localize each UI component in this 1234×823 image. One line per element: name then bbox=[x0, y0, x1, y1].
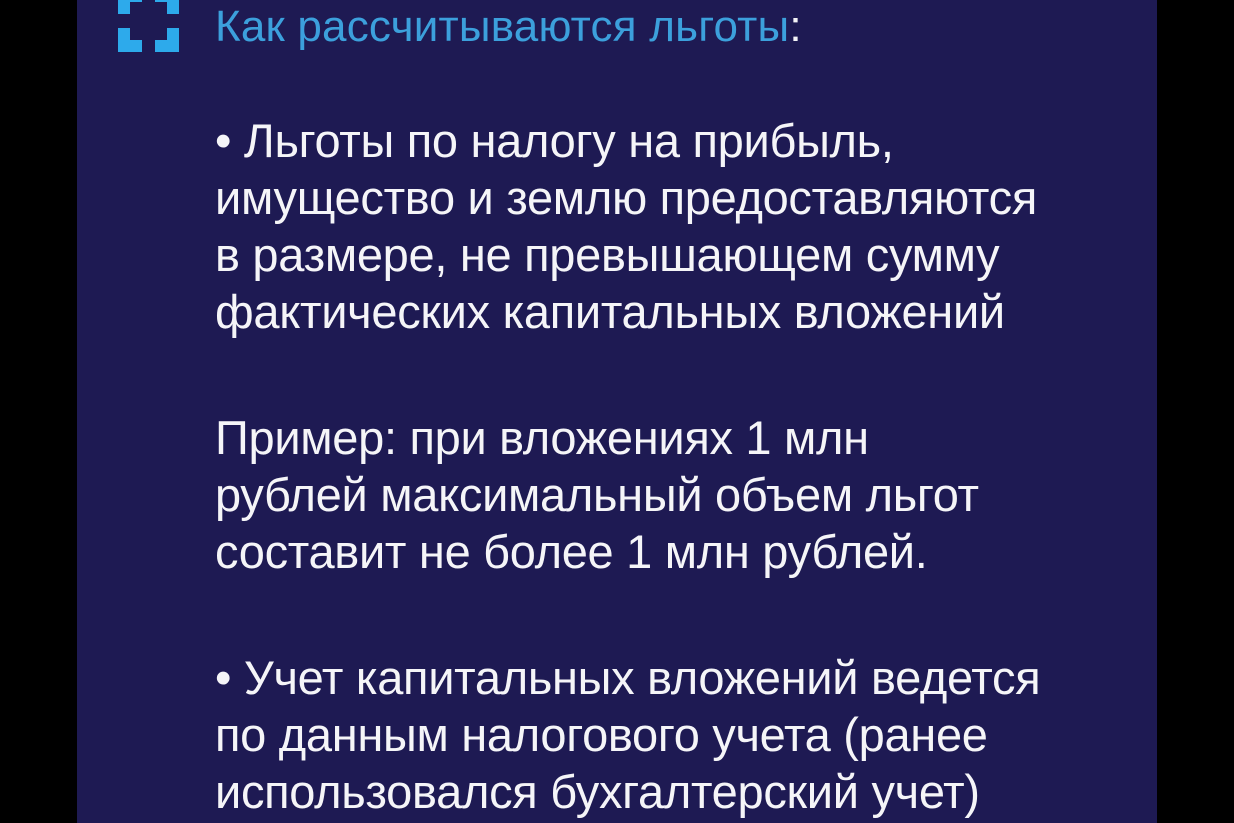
paragraph-example bbox=[215, 409, 1095, 580]
bullet-paragraph-benefits bbox=[215, 112, 1095, 340]
text-line: использовался бухгалтерский учет) bbox=[215, 765, 980, 818]
slide-title bbox=[215, 0, 1115, 54]
text-line: • Льготы по налогу на прибыль, bbox=[215, 114, 894, 167]
text-line: по данным налогового учета (ранее bbox=[215, 708, 988, 761]
frame-corners-icon bbox=[118, 0, 179, 52]
text-line: составит не более 1 млн рублей. bbox=[215, 525, 928, 578]
frame-corner-bottom-right bbox=[155, 28, 179, 52]
text-line: Пример: при вложениях 1 млн bbox=[215, 411, 869, 464]
slide bbox=[77, 0, 1157, 823]
bullet-paragraph-accounting bbox=[215, 649, 1095, 820]
letterbox-left bbox=[0, 0, 77, 823]
text-line: • Учет капитальных вложений ведется bbox=[215, 651, 1041, 704]
slide-body bbox=[215, 112, 1095, 820]
frame-corner-top-right bbox=[155, 0, 179, 14]
frame-corner-top-left bbox=[118, 0, 142, 14]
frame-corner-bottom-left bbox=[118, 28, 142, 52]
text-line: рублей максимальный объем льгот bbox=[215, 468, 979, 521]
text-line: в размере, не превышающем сумму bbox=[215, 228, 1000, 281]
text-line: имущество и землю предоставляются bbox=[215, 171, 1037, 224]
text-line: фактических капитальных вложений bbox=[215, 285, 1005, 338]
slide-title-text: Как рассчитываются льготы bbox=[215, 2, 790, 51]
slide-title-colon: : bbox=[789, 2, 802, 51]
letterbox-right bbox=[1157, 0, 1234, 823]
